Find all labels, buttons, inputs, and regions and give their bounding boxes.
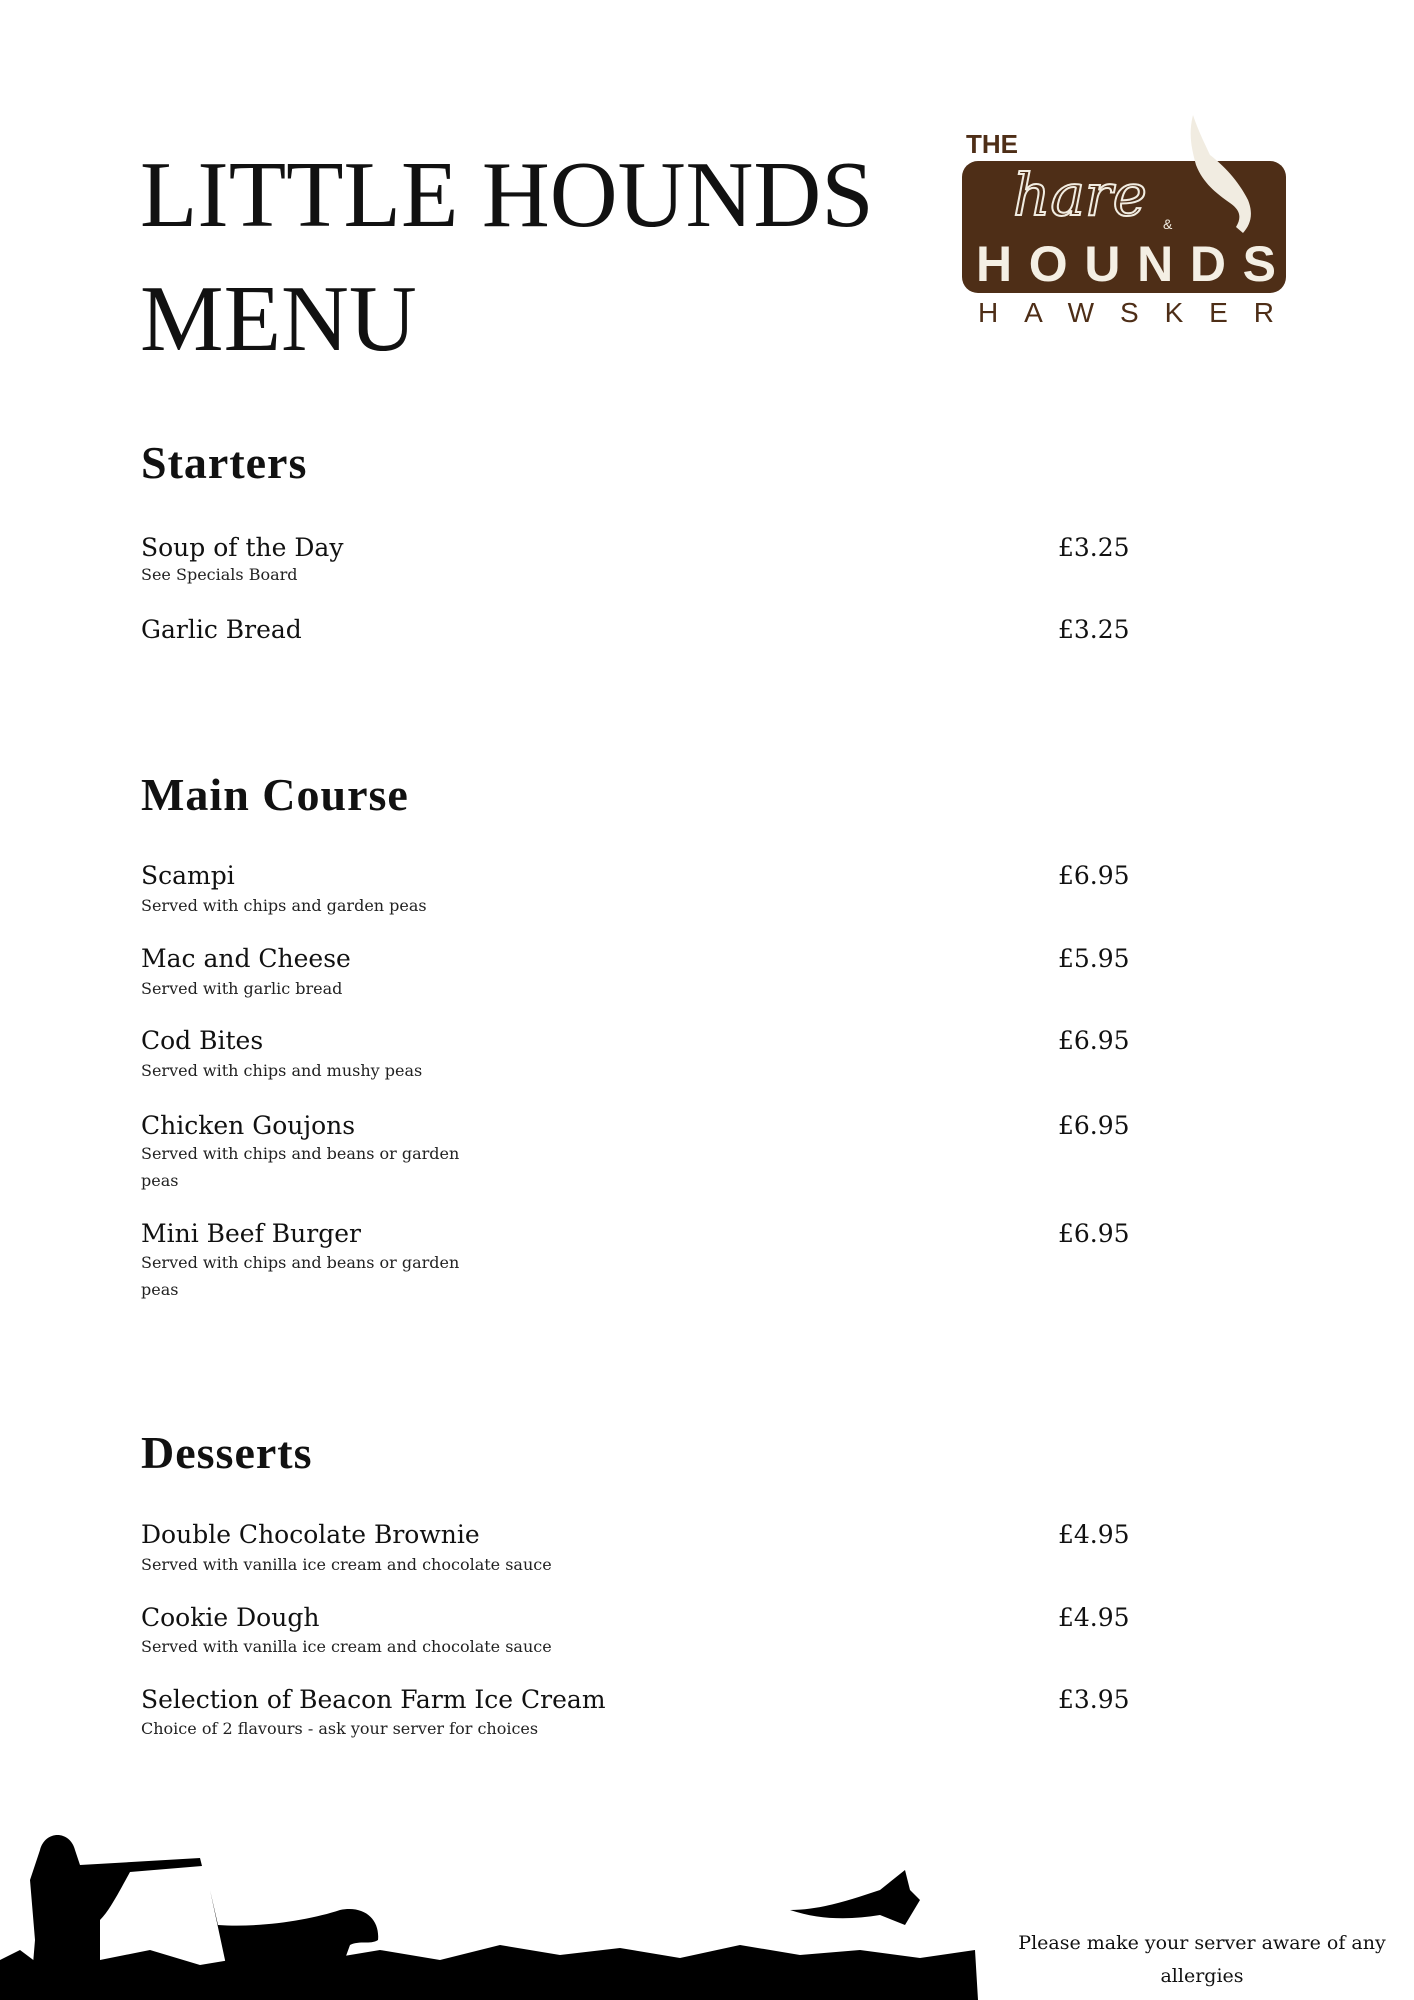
menu-item-name: Double Chocolate Brownie	[141, 1520, 480, 1549]
section-heading: Starters	[141, 437, 308, 488]
section-heading: Main Course	[141, 769, 409, 820]
page-title-line2: MENU	[140, 267, 417, 371]
menu-item-description: Served with chips and mushy peas	[141, 1061, 423, 1080]
menu-item-price: £3.95	[1058, 1685, 1130, 1714]
menu-item-description: Choice of 2 flavours - ask your server for choices	[141, 1719, 539, 1738]
logo-hounds: HOUNDS	[976, 236, 1276, 292]
menu-item-name: Mini Beef Burger	[141, 1219, 361, 1248]
menu-item-price: £5.95	[1058, 944, 1130, 973]
hare-and-hounds-logo	[958, 105, 1294, 330]
grass-icon	[0, 1945, 978, 2000]
menu-item-description: Served with chips and beans or garden	[141, 1253, 460, 1272]
logo-the: THE	[966, 129, 1018, 159]
menu-item-description: Served with chips and beans or garden	[141, 1144, 460, 1163]
menu-item-name: Chicken Goujons	[141, 1111, 356, 1140]
menu-item-description-cont: peas	[141, 1280, 179, 1299]
menu-item-name: Scampi	[141, 861, 235, 890]
logo-ampersand: &	[1163, 216, 1173, 232]
menu-item-price: £6.95	[1058, 1219, 1130, 1248]
menu-item-price: £3.25	[1058, 615, 1130, 644]
menu-item-description: Served with chips and garden peas	[141, 896, 427, 915]
menu-item-description: See Specials Board	[141, 565, 298, 584]
page-title-line1: LITTLE HOUNDS	[140, 143, 874, 247]
allergy-note-line2: allergies	[1160, 1965, 1244, 1987]
pheasant-icon	[790, 1870, 920, 1925]
menu-item-name: Mac and Cheese	[141, 944, 351, 973]
hunting-scene-silhouette	[0, 1760, 980, 2000]
menu-item-price: £6.95	[1058, 1111, 1130, 1140]
menu-item-name: Soup of the Day	[141, 533, 344, 562]
menu-item-price: £3.25	[1058, 533, 1130, 562]
menu-item-description-cont: peas	[141, 1171, 179, 1190]
menu-item-name: Cod Bites	[141, 1026, 264, 1055]
logo-hare: hare	[1013, 161, 1147, 229]
menu-item-price: £6.95	[1058, 1026, 1130, 1055]
menu-item-name: Garlic Bread	[141, 615, 302, 644]
menu-item-description: Served with garlic bread	[141, 979, 343, 998]
menu-item-name: Cookie Dough	[141, 1603, 320, 1632]
menu-item-description: Served with vanilla ice cream and chocolate sauce	[141, 1637, 552, 1656]
logo-hawsker: HAWSKER	[978, 297, 1274, 328]
menu-item-price: £4.95	[1058, 1520, 1130, 1549]
menu-item-description: Served with vanilla ice cream and chocolate sauce	[141, 1555, 552, 1574]
menu-item-name: Selection of Beacon Farm Ice Cream	[141, 1685, 606, 1714]
allergy-note-line1: Please make your server aware of any	[1018, 1932, 1386, 1954]
section-heading: Desserts	[141, 1427, 313, 1478]
menu-item-price: £4.95	[1058, 1603, 1130, 1632]
menu-item-price: £6.95	[1058, 861, 1130, 890]
